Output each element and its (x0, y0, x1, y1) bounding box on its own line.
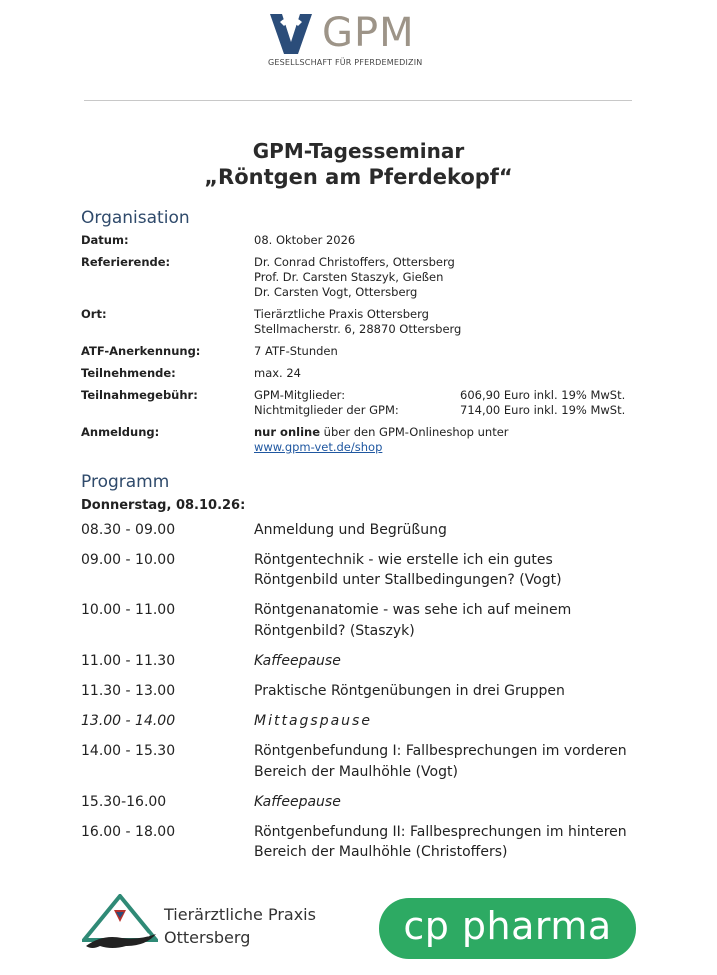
schedule-desc: Röntgenanatomie - was sehe ich auf meinem (254, 602, 572, 618)
day-heading: Donnerstag, 08.10.26: (81, 498, 246, 513)
praxis-name: Tierärztliche Praxis (164, 905, 316, 924)
gpm-logo (262, 8, 442, 70)
page-title: GPM-Tagesseminar (252, 139, 465, 163)
referierende-value-3: Dr. Carsten Vogt, Ottersberg (254, 285, 418, 299)
section-heading-organisation: Organisation (81, 208, 190, 228)
anmeldung-emphasis: nur online (254, 425, 321, 439)
cp-pharma-logo (379, 898, 636, 959)
gebuehr-member-price: 606,90 Euro inkl. 19% MwSt. (460, 388, 626, 402)
praxis-logo (82, 892, 322, 956)
schedule-desc: Bereich der Maulhöhle (Vogt) (254, 764, 458, 780)
schedule-time: 11.00 - 11.30 (81, 653, 176, 669)
atf-value: 7 ATF-Stunden (254, 344, 338, 358)
schedule-desc: Praktische Röntgenübungen in drei Gruppen (254, 683, 565, 699)
anmeldung-link-row (254, 440, 382, 455)
schedule-time: 09.00 - 10.00 (81, 552, 176, 568)
schedule-desc: Mittagspause (254, 713, 372, 729)
gpm-subtitle: GESELLSCHAFT FÜR PFERDEMEDIZIN (268, 58, 423, 67)
schedule-time: 13.00 - 14.00 (81, 713, 176, 729)
schedule-desc: Röntgenbefundung I: Fallbesprechungen im vorderen (254, 743, 627, 759)
referierende-label: Referierende: (81, 255, 171, 269)
atf-label: ATF-Anerkennung: (81, 344, 201, 358)
datum-value: 08. Oktober 2026 (254, 233, 356, 247)
cp-pharma-wordmark: cp pharma (403, 904, 612, 948)
ort-label: Ort: (81, 307, 107, 321)
schedule-desc: Kaffeepause (254, 653, 341, 669)
referierende-value-2: Prof. Dr. Carsten Staszyk, Gießen (254, 270, 444, 284)
schedule-desc: Kaffeepause (254, 794, 341, 810)
gpm-horseshoe-icon (268, 12, 314, 56)
schedule-desc: Bereich der Maulhöhle (Christoffers) (254, 844, 508, 860)
gebuehr-nonmember-price: 714,00 Euro inkl. 19% MwSt. (460, 403, 626, 417)
gebuehr-nonmember-label: Nichtmitglieder der GPM: (254, 403, 399, 417)
ort-value-2: Stellmacherstr. 6, 28870 Ottersberg (254, 322, 462, 336)
praxis-otter-icon (82, 894, 158, 954)
schedule-time: 15.30-16.00 (81, 794, 167, 810)
praxis-location: Ottersberg (164, 928, 251, 947)
header-divider (84, 100, 632, 101)
schedule-time: 14.00 - 15.30 (81, 743, 176, 759)
schedule-time: 08.30 - 09.00 (81, 522, 176, 538)
page-subtitle: „Röntgen am Pferdekopf“ (204, 165, 513, 189)
teilnehmende-value: max. 24 (254, 366, 301, 380)
gebuehr-label: Teilnahmegebühr: (81, 388, 198, 402)
schedule-desc: Anmeldung und Begrüßung (254, 522, 447, 538)
anmeldung-label: Anmeldung: (81, 425, 160, 439)
schedule-time: 16.00 - 18.00 (81, 824, 176, 840)
schedule-desc: Röntgenbefundung II: Fallbesprechungen im hinteren (254, 824, 627, 840)
anmeldung-value (254, 425, 509, 440)
schedule-desc: Röntgenbild? (Staszyk) (254, 623, 415, 639)
teilnehmende-label: Teilnehmende: (81, 366, 176, 380)
gebuehr-member-label: GPM-Mitglieder: (254, 388, 346, 402)
schedule-time: 10.00 - 11.00 (81, 602, 176, 618)
shop-link[interactable]: www.gpm-vet.de/shop (254, 440, 383, 454)
section-heading-programm: Programm (81, 472, 170, 492)
datum-label: Datum: (81, 233, 129, 247)
gpm-wordmark: GPM (322, 10, 415, 56)
schedule-desc: Röntgentechnik - wie erstelle ich ein gutes (254, 552, 553, 568)
ort-value-1: Tierärztliche Praxis Ottersberg (254, 307, 429, 321)
schedule-time: 11.30 - 13.00 (81, 683, 176, 699)
schedule-desc: Röntgenbild unter Stallbedingungen? (Vogt) (254, 572, 562, 588)
referierende-value-1: Dr. Conrad Christoffers, Ottersberg (254, 255, 455, 269)
anmeldung-text: über den GPM-Onlineshop unter (320, 425, 509, 439)
